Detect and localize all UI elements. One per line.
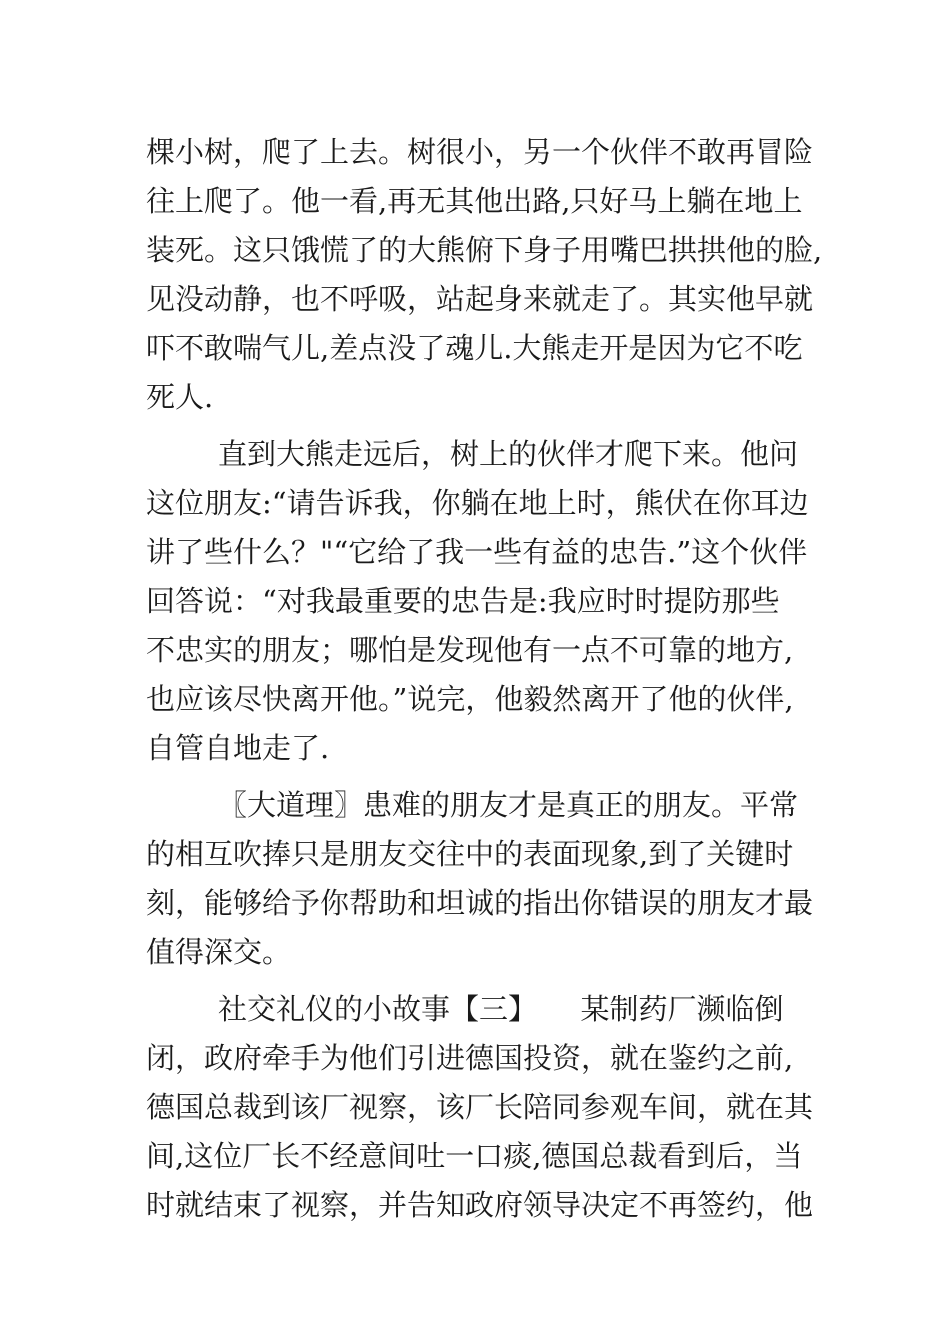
text-line: 也应该尽快离开他。”说完，他毅然离开了他的伙伴,	[146, 682, 794, 716]
text-line: 社交礼仪的小故事【三】 某制药厂濒临倒	[218, 992, 784, 1026]
text-line: 往上爬了。他一看,再无其他出路,只好马上躺在地上	[146, 184, 803, 218]
text-line: 直到大熊走远后，树上的伙伴才爬下来。他问	[218, 437, 799, 471]
text-line: 自管自地走了.	[146, 731, 330, 765]
text-line: 刻，能够给予你帮助和坦诚的指出你错误的朋友才最	[146, 886, 814, 920]
paragraph-3	[146, 781, 826, 977]
text-line: 棵小树，爬了上去。树很小，另一个伙伴不敢再冒险	[146, 135, 814, 169]
text-line: 间,这位厂长不经意间吐一口痰,德国总裁看到后，当	[146, 1139, 803, 1173]
text-line: 不忠实的朋友；哪怕是发现他有一点不可靠的地方,	[146, 633, 794, 667]
paragraph-1	[146, 128, 826, 422]
text-line: 的相互吹捧只是朋友交往中的表面现象,到了关键时	[146, 837, 794, 871]
paragraph-4	[146, 985, 826, 1230]
text-line: 装死。这只饿慌了的大熊俯下身子用嘴巴拱拱他的脸,	[146, 233, 823, 267]
document-body	[146, 128, 826, 1230]
paragraph-2	[146, 430, 826, 773]
text-line: 见没动静，也不呼吸，站起身来就走了。其实他早就	[146, 282, 814, 316]
text-line: 值得深交。	[146, 935, 292, 969]
text-line: 时就结束了视察，并告知政府领导决定不再签约，他	[146, 1188, 814, 1222]
text-line: 这位朋友:“请告诉我，你躺在地上时，熊伏在你耳边	[146, 486, 809, 520]
text-line: 死人.	[146, 380, 214, 414]
text-line: 德国总裁到该厂视察，该厂长陪同参观车间，就在其	[146, 1090, 814, 1124]
text-line: 吓不敢喘气儿,差点没了魂儿.大熊走开是因为它不吃	[146, 331, 803, 365]
text-line: 回答说：“对我最重要的忠告是:我应时时提防那些	[146, 584, 780, 618]
text-line: 闭，政府牵手为他们引进德国投资，就在鉴约之前,	[146, 1041, 794, 1075]
text-line: 〖大道理〗患难的朋友才是真正的朋友。平常	[218, 788, 799, 822]
text-line: 讲了些什么？"“它给了我一些有益的忠告.”这个伙伴	[146, 535, 808, 569]
